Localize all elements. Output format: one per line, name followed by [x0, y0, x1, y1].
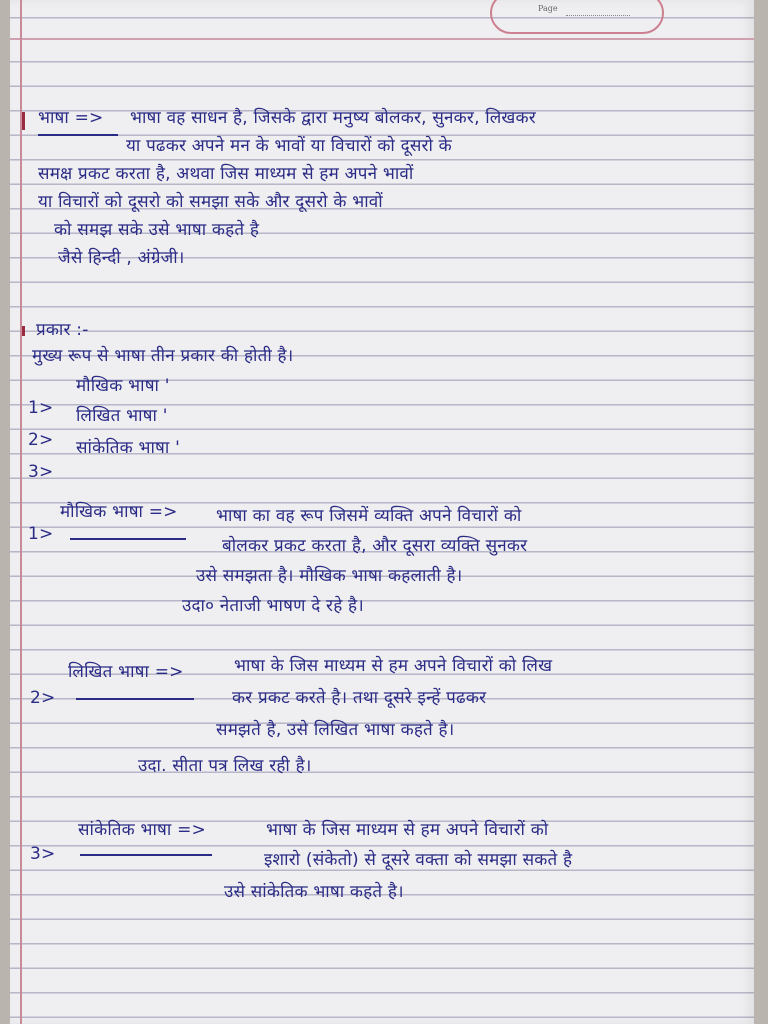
section-line: उसे समझता है। मौखिक भाषा कहलाती है। — [196, 566, 463, 586]
types-list-item: सांकेतिक भाषा ' — [76, 438, 180, 458]
notebook-page — [10, 0, 754, 1024]
section-line: इशारो (संकेतो) से दूसरे वक्ता को समझा सकते है — [264, 850, 573, 870]
section-number: 2> — [30, 688, 56, 708]
definition-line: समक्ष प्रकट करता है, अथवा जिस माध्यम से हम अपने भावों — [38, 164, 414, 184]
top-rule — [10, 38, 754, 40]
types-list-item: लिखित भाषा ' — [76, 406, 168, 426]
page-number-box — [490, 0, 664, 34]
types-list-number: 2> — [28, 430, 54, 450]
term-underline — [76, 698, 194, 700]
definition-term: भाषा => — [38, 108, 104, 128]
types-intro: मुख्य रूप से भाषा तीन प्रकार की होती है। — [32, 346, 294, 366]
section-line: भाषा के जिस माध्यम से हम अपने विचारों को लिख — [234, 656, 553, 676]
section-line: बोलकर प्रकट करता है, और दूसरा व्यक्ति सुनकर — [222, 536, 528, 556]
types-list-item: मौखिक भाषा ' — [76, 376, 170, 396]
types-heading: प्रकार :- — [36, 320, 89, 340]
types-list-number: 1> — [28, 398, 54, 418]
section-line: भाषा का वह रूप जिसमें व्यक्ति अपने विचारों को — [216, 506, 522, 526]
section-line: कर प्रकट करते है। तथा दूसरे इन्हें पढकर — [232, 688, 487, 708]
definition-line: या विचारों को दूसरो को समझा सके और दूसरो के भावों — [38, 192, 383, 212]
margin-mark — [22, 326, 25, 336]
page-number-blank — [566, 14, 630, 16]
definition-line: को समझ सके उसे भाषा कहते है — [54, 220, 260, 240]
section-line: उसे सांकेतिक भाषा कहते है। — [224, 882, 404, 902]
types-list-number: 3> — [28, 462, 54, 482]
section-example: उदा० नेताजी भाषण दे रहे है। — [182, 596, 364, 616]
definition-line: या पढकर अपने मन के भावों या विचारों को दूसरो के — [126, 136, 452, 156]
page-label: Page — [538, 4, 558, 13]
section-line: भाषा के जिस माध्यम से हम अपने विचारों को — [266, 820, 549, 840]
margin-mark — [22, 112, 25, 130]
section-term: सांकेतिक भाषा => — [78, 820, 206, 840]
section-term: मौखिक भाषा => — [60, 502, 178, 522]
section-example: उदा. सीता पत्र लिख रही है। — [138, 756, 312, 776]
definition-example: जैसे हिन्दी , अंग्रेजी। — [58, 248, 185, 268]
section-line: समझते है, उसे लिखित भाषा कहते है। — [216, 720, 455, 740]
margin-line — [20, 0, 22, 1024]
section-term: लिखित भाषा => — [68, 662, 184, 682]
term-underline — [38, 134, 118, 136]
term-underline — [70, 538, 186, 540]
definition-line: भाषा वह साधन है, जिसके द्वारा मनुष्य बोलकर, सुनकर, लिखकर — [130, 108, 536, 128]
term-underline — [80, 854, 212, 856]
section-number: 3> — [30, 844, 56, 864]
section-number: 1> — [28, 524, 54, 544]
